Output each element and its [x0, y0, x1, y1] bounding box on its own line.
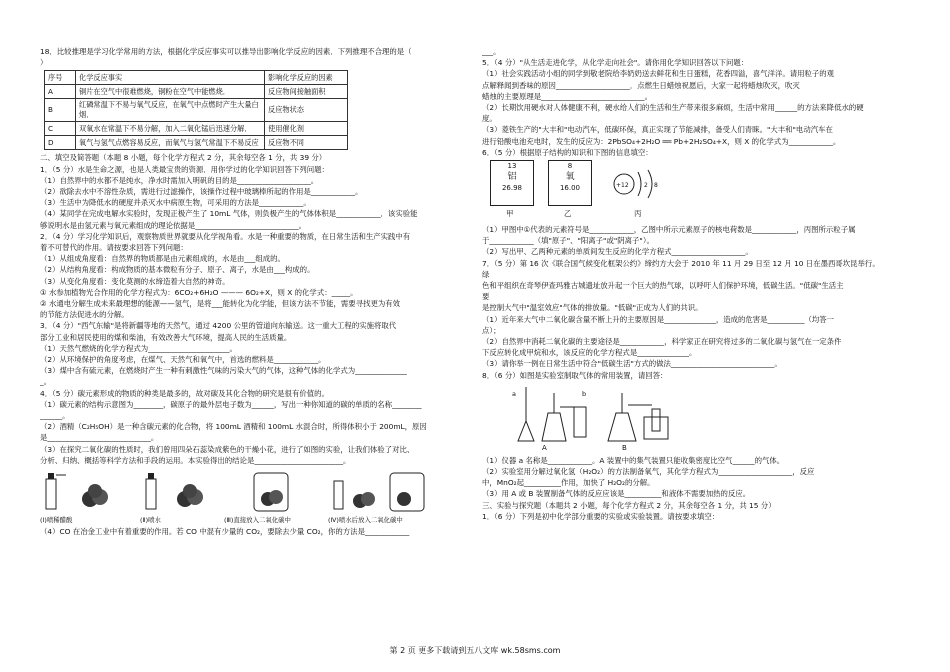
apparatus-label: B [622, 443, 627, 452]
nucleus-charge: +12 [616, 182, 629, 190]
shell-count: 2 [644, 182, 648, 190]
text-line: 点）； [482, 325, 501, 335]
text-line: （3）生活中为降低水的硬度并杀灭水中病原生物，可采用的方法是____________。 [40, 198, 311, 208]
right-mid-text [482, 224, 912, 381]
text-line: （4）某同学在完成电解水实验时，发现正极产生了 10mL 气体，则负极产生的气体体积是____________．该实验能 [40, 209, 418, 219]
text-line: （1）从组成角度看：自然界的物质都是由元素组成的，水是由___组成的。 [40, 254, 285, 264]
figure-panel-4 [328, 469, 448, 524]
apparatus-label: a [512, 389, 516, 398]
table-cell: 铜片在空气中很难燃烧，铜粉在空气中能燃烧． [76, 85, 265, 99]
text-line: （2）长期饮用硬水对人体健康不利，硬水给人们的生活和生产带来很多麻烦，生活中常用______的方法来降低水的硬 [482, 103, 864, 113]
element-mass: 26.98 [501, 184, 523, 193]
page-footer: 第 2 页 更多下载请到五八文库 wk.58sms.com [389, 646, 561, 655]
text-line: 1．（5 分）水是生命之源，也是人类最宝贵的资源．用你学过的化学知识回答下列问题： [40, 164, 329, 174]
table-header-cell: 影响化学反应的因素 [265, 71, 348, 85]
text-line: 是____________________________。 [40, 433, 159, 443]
table-cell: D [45, 136, 76, 150]
table-row [45, 136, 348, 150]
text-line: 5．（4 分）"从生活走进化学，从化学走向社会"。请你用化学知识回答以下问题： [482, 58, 749, 68]
table-cell: A [45, 85, 76, 99]
text-line: 2．（4 分）学习化学知识后，观察物质世界就要从化学视角看。水是一种重要的物质，在日常生活和生产实践中有 [40, 231, 411, 241]
table-cell: C [45, 122, 76, 136]
figure-caption: (Ⅰ)喷稀醋酸 [40, 516, 73, 525]
text-line: 7．（5 分）第 16 次《联合国气候变化框架公约》缔约方大会于 2010 年 11 月 29 日至 12 月 10 日在墨西哥坎昆举行。 [482, 258, 880, 268]
text-line: （3）菱铁生产的"大丰和"电动汽车，低碳环保，真正实现了节能减排，备受人们青睐。"大丰和"电动汽车在 [482, 125, 833, 135]
question-18-text: 18．比较推理是学习化学常用的方法，根据化学反应事实可以推导出影响化学反应的因素．下列推理不合理的是（ [40, 47, 412, 56]
text-line: （1）甲图中①代表的元素符号是____________，乙图中所示元素原子的核电荷数是____________，丙图所示粒子属 [482, 225, 856, 235]
text-line: 够说明水是由氢元素与氧元素组成的理论依据是____________________________。 [40, 220, 307, 230]
element-mass: 16.00 [559, 184, 581, 193]
text-line: （2）写出甲、乙两种元素的单质间发生反应的化学方程式____________________。 [482, 247, 753, 257]
left-body-text [40, 152, 476, 466]
text-line: （2）实验室用分解过氧化氢（H₂O₂）的方法制备氧气，其化学方程式为____________________，反应 [482, 467, 815, 477]
text-line: 二、填空及简答题（本题 8 小题，每个化学方程式 2 分，其余每空各 1 分，共 39 分） [40, 153, 327, 163]
element-symbol: 铝 [507, 172, 517, 183]
text-line: 6．（5 分）根据原子结构的知识和下图的信息填空： [482, 147, 653, 157]
text-line: 于____________（填"原子"、"阳离子"或"阴离子"）。 [482, 236, 654, 246]
text-line: 4．（5 分）碳元素形成的物质的种类是最多的，故对碳及其化合物的研究是很有价值的。 [40, 388, 329, 398]
spray-bottle-flower-icon [40, 469, 136, 513]
text-line: 绿 [482, 269, 490, 279]
text-line: 蜡烛的主要原理是____________________________。 [482, 91, 652, 101]
right-bottom-text [482, 455, 912, 522]
table-header-row [45, 71, 348, 85]
figure-panel-3 [224, 469, 324, 524]
gas-jar-flower-icon [328, 469, 448, 513]
figure-caption: (Ⅳ)喷水后放入二氧化碳中 [328, 516, 403, 525]
element-symbol: 氧 [565, 172, 575, 183]
text-line: ______。 [40, 411, 70, 421]
right-column [482, 46, 912, 522]
text-line: 分析、归纳、概括等科学方法和手段的运用。本实验得出的结论是________________________。 [40, 455, 351, 465]
text-line: （3）用 A 或 B 装置制备气体的反应应该是__________和液体不需要加热的反应。 [482, 489, 751, 499]
text-line: （3）在探究二氧化碳的性质时，我们曾用四朵石蕊染成紫色的干燥小花，进行了如图的实验，让我们体验了对比、 [40, 444, 415, 454]
text-line: 的节能方法促进水的分解。 [40, 310, 129, 320]
table-row [45, 85, 348, 99]
left-column [40, 46, 476, 537]
element-number: 13 [507, 162, 517, 171]
text-line: （1）仪器 a 名称是____________。A 装置中的集气装置只能收集密度比空气______的气体。 [482, 455, 785, 465]
lab-apparatus-icon [512, 383, 672, 443]
text-line: （1）自然界中的水都不是纯水，净水时需加入明矾的目的是____________________。 [40, 175, 319, 185]
right-top-text [482, 46, 912, 158]
text-line: 下反应转化成甲烷和水，该反应的化学方程式是______________。 [482, 348, 697, 358]
text-line: （2）从结构角度看：构成物质的基本微粒有分子、原子、离子，水是由___构成的。 [40, 265, 315, 275]
text-line: 点解释闻到香味的原因____________________．点燃生日蜡烛祝愿后，大家一起将蜡烛吹灭，吹灭 [482, 80, 800, 90]
table-cell: 反应物不同 [265, 136, 348, 150]
figure-panel-2 [140, 469, 220, 524]
table-row [45, 122, 348, 136]
text-line: （2）欲除去水中不溶性杂质，需进行过滤操作，该操作过程中玻璃棒所起的作用是____________。 [40, 187, 363, 197]
text-line: （3）煤中含有硫元素，在燃烧时产生一种有刺激性气味的污染大气的气体，这种气体的化学式为______________ [40, 366, 407, 376]
element-number: 8 [567, 162, 573, 171]
text-line: 中，MnO₂起__________作用，加快了 H₂O₂的分解。 [482, 478, 655, 488]
question-4-4-text: （4）CO 在冶金工业中有着重要的作用。若 CO 中混有少量的 CO₂，要除去少量 CO₂，你的方法是____________ [40, 527, 410, 537]
table-row [45, 99, 348, 122]
text-line: 8．（6 分）如图是实验室制取气体的常用装置，请回答： [482, 370, 668, 380]
text-line: （2）酒精（C₂H₅OH）是一种含碳元素的化合物，将 100mL 酒精和 100mL 水混合时，所得体积小于 200mL，原因 [40, 422, 427, 432]
element-card-oxygen [548, 160, 592, 206]
text-line: （3）从变化角度看：变化莫测的水缔造着大自然的神奇。 [40, 276, 230, 286]
table-cell: 红磷常温下不易与氧气反应，在氧气中点燃时产生大量白烟． [76, 99, 265, 122]
gas-apparatus-figure [482, 381, 912, 455]
text-line: （2）自然界中消耗二氧化碳的主要途径是____________，科学家正在研究将过多的二氧化碳与氢气在一定条件 [482, 337, 842, 347]
atomic-structure-figure [482, 158, 912, 224]
text-line: （1）近年来大气中二氧化碳含量不断上升的主要原因是______________，造成的危害是__________（均答一 [482, 314, 835, 324]
table-cell: 双氧水在常温下不易分解，加入二氧化锰后迅速分解． [76, 122, 265, 136]
text-line: 着不可替代的作用。请按要求回答下列问题： [40, 243, 188, 253]
gas-jar-flower-icon [224, 469, 324, 513]
figure-panel-1 [40, 469, 136, 524]
text-line: ___。 [482, 47, 501, 56]
table-cell: 使用催化剂 [265, 122, 348, 136]
text-line: 要 [482, 292, 490, 302]
text-line: （1）社会实践活动小组的同学到敬老院给李奶奶送去鲜花和生日蛋糕，花香四溢，喜气洋洋。请用粒子的观 [482, 69, 835, 79]
text-line: 是控制大气中"温室效应"气体的排放量。"低碳"正成为人们的共识。 [482, 303, 703, 313]
figure-label: 乙 [564, 209, 572, 219]
element-card-aluminum [490, 160, 534, 206]
question-18-text-cont: ） [40, 58, 48, 68]
text-line: ② 水通电分解生成未来最理想的能源——氢气，是将___能转化为化学能，但该方法不节能，需要寻找更为有效 [40, 299, 401, 309]
text-line: 度。 [482, 114, 497, 124]
table-header-cell: 序号 [45, 71, 76, 85]
text-line: ① 水参加植物光合作用的化学方程式为：6CO₂+6H₂O ——— 6O₂+X，则 X 的化学式：_____。 [40, 287, 358, 297]
text-line: （1）天然气燃烧的化学方程式为______________________。 [40, 343, 237, 353]
reaction-factor-table [44, 70, 348, 150]
co2-flower-experiment-figure [40, 468, 476, 524]
text-line: 色和平组织在奇琴伊查玛雅古城遗址放升起一个巨大的热气球，以呼吁人们保护环境，低碳生活。"低碳"生活主 [482, 281, 844, 291]
table-cell: 反应物间接触面积 [265, 85, 348, 99]
table-header-cell: 化学反应事实 [76, 71, 265, 85]
apparatus-label: b [582, 389, 587, 398]
text-line: （3）请你举一例在日常生活中符合"低碳生活"方式的做法____________________________。 [482, 359, 782, 369]
figure-label: 丙 [634, 209, 642, 219]
text-line: 3．（4 分）"西气东输"是将新疆等地的天然气，通过 4200 公里的管道向东输送。这一重大工程的实施将取代 [40, 321, 397, 331]
spray-bottle-flower-icon [140, 469, 220, 513]
text-line: 部分工业和居民使用的煤和柴油，有效改善大气环境，提高人民的生活质量。 [40, 332, 292, 342]
apparatus-label: A [542, 443, 547, 452]
text-line: （1）碳元素的结构示意图为________，碳原子的最外层电子数为______，写出一种你知道的碳的单质的名称________ [40, 399, 422, 409]
figure-caption: (Ⅲ)直接放入二氧化碳中 [224, 516, 291, 525]
figure-caption: (Ⅱ)喷水 [140, 516, 161, 525]
shell-count: 8 [654, 182, 658, 190]
table-cell: B [45, 99, 76, 122]
text-line: 1．（6 分）下列是初中化学部分重要的实验或实验装置。请按要求填空： [482, 511, 720, 521]
text-line: 进行铅酸电池充电时，发生的反应为：2PbSO₄+2H₂O ══ Pb+2H₂SO₄+X，则 X 的化学式为____________。 [482, 136, 841, 146]
text-line: _。 [40, 377, 52, 387]
table-cell: 反应物状态 [265, 99, 348, 122]
text-line: 三、实验与探究题（本题共 2 小题，每个化学方程式 2 分，其余每空各 1 分，共 15 分） [482, 500, 776, 510]
figure-label: 甲 [506, 209, 514, 219]
text-line: （2）从环境保护的角度考虑，在煤气、天然气和氧气中，首选的燃料是____________。 [40, 355, 326, 365]
table-cell: 氧气与氢气点燃容易反应，而氧气与氢气常温下不易反应 [76, 136, 265, 150]
